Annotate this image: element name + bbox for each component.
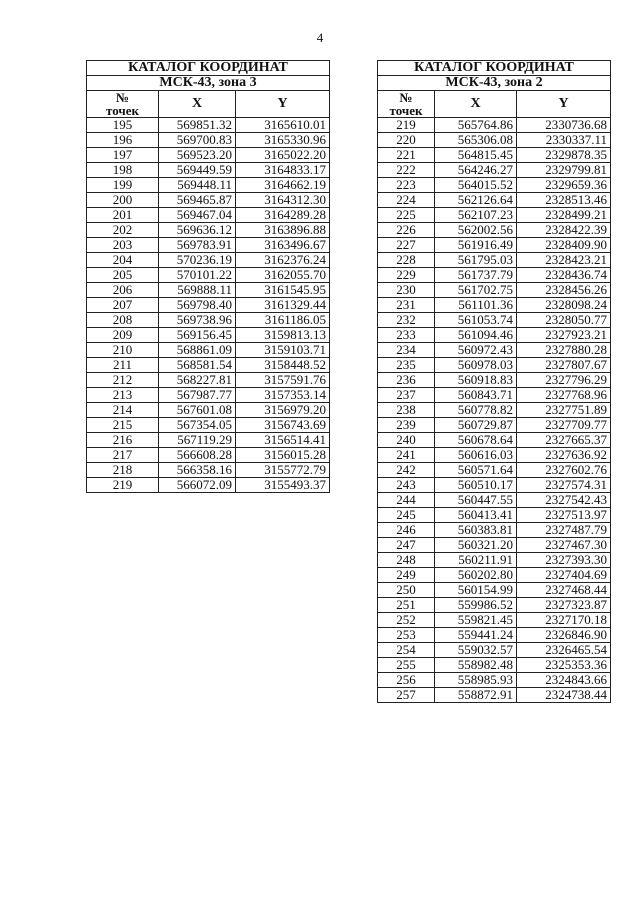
- cell-point-number: 249: [378, 568, 435, 583]
- cell-point-number: 248: [378, 553, 435, 568]
- column-header-point-number: [87, 91, 159, 118]
- column-header-x: X: [435, 91, 517, 118]
- table-row: [87, 328, 330, 343]
- cell-point-number: 257: [378, 688, 435, 703]
- cell-x: 564246.27: [435, 163, 517, 178]
- cell-y: 3157353.14: [236, 388, 330, 403]
- cell-y: 2327880.28: [517, 343, 611, 358]
- cell-point-number: 210: [87, 343, 159, 358]
- cell-point-number: 208: [87, 313, 159, 328]
- cell-point-number: 247: [378, 538, 435, 553]
- table-row: [378, 553, 611, 568]
- cell-point-number: 246: [378, 523, 435, 538]
- cell-y: 3159103.71: [236, 343, 330, 358]
- table-row: [87, 268, 330, 283]
- cell-x: 565306.08: [435, 133, 517, 148]
- cell-y: 3162376.24: [236, 253, 330, 268]
- column-header-x: X: [159, 91, 236, 118]
- cell-y: 2327170.18: [517, 613, 611, 628]
- cell-x: 560616.03: [435, 448, 517, 463]
- cell-x: 566608.28: [159, 448, 236, 463]
- cell-point-number: 256: [378, 673, 435, 688]
- cell-x: 566358.16: [159, 463, 236, 478]
- table-row: [87, 283, 330, 298]
- table-body: [87, 118, 330, 493]
- cell-x: 569449.59: [159, 163, 236, 178]
- table-row: [378, 583, 611, 598]
- cell-point-number: 211: [87, 358, 159, 373]
- cell-y: 3161545.95: [236, 283, 330, 298]
- cell-y: 3157591.76: [236, 373, 330, 388]
- cell-x: 569851.32: [159, 118, 236, 133]
- cell-y: 2327796.29: [517, 373, 611, 388]
- cell-point-number: 255: [378, 658, 435, 673]
- cell-point-number: 197: [87, 148, 159, 163]
- cell-point-number: 205: [87, 268, 159, 283]
- cell-y: 2324738.44: [517, 688, 611, 703]
- cell-point-number: 225: [378, 208, 435, 223]
- cell-x: 560202.80: [435, 568, 517, 583]
- cell-x: 560978.03: [435, 358, 517, 373]
- table-row: [87, 148, 330, 163]
- table-row: [87, 463, 330, 478]
- table-row: [87, 418, 330, 433]
- cell-y: 2328499.21: [517, 208, 611, 223]
- number-word: точек: [389, 103, 423, 118]
- cell-point-number: 235: [378, 358, 435, 373]
- cell-x: 561053.74: [435, 313, 517, 328]
- cell-y: 3165330.96: [236, 133, 330, 148]
- cell-x: 568581.54: [159, 358, 236, 373]
- cell-point-number: 206: [87, 283, 159, 298]
- cell-x: 561737.79: [435, 268, 517, 283]
- table-row: [378, 568, 611, 583]
- cell-point-number: 242: [378, 463, 435, 478]
- table-row: [378, 598, 611, 613]
- cell-x: 570101.22: [159, 268, 236, 283]
- cell-point-number: 218: [87, 463, 159, 478]
- cell-point-number: 219: [87, 478, 159, 493]
- table-row: [378, 298, 611, 313]
- cell-x: 569636.12: [159, 223, 236, 238]
- cell-x: 567601.08: [159, 403, 236, 418]
- table-row: [87, 433, 330, 448]
- cell-point-number: 222: [378, 163, 435, 178]
- cell-point-number: 241: [378, 448, 435, 463]
- table-row: [378, 283, 611, 298]
- table-row: [378, 688, 611, 703]
- table-row: [378, 193, 611, 208]
- cell-x: 558872.91: [435, 688, 517, 703]
- cell-point-number: 239: [378, 418, 435, 433]
- table-row: [378, 463, 611, 478]
- cell-y: 2327768.96: [517, 388, 611, 403]
- cell-point-number: 228: [378, 253, 435, 268]
- table-row: [87, 193, 330, 208]
- cell-point-number: 226: [378, 223, 435, 238]
- table-row: [378, 343, 611, 358]
- table-row: [378, 613, 611, 628]
- cell-point-number: 212: [87, 373, 159, 388]
- table-row: [87, 403, 330, 418]
- column-header-y: Y: [236, 91, 330, 118]
- table-row: [87, 118, 330, 133]
- cell-point-number: 214: [87, 403, 159, 418]
- table-row: [87, 373, 330, 388]
- cell-point-number: 244: [378, 493, 435, 508]
- cell-y: 3162055.70: [236, 268, 330, 283]
- table-row: [378, 418, 611, 433]
- cell-point-number: 203: [87, 238, 159, 253]
- cell-point-number: 234: [378, 343, 435, 358]
- catalog-title: КАТАЛОГ КООРДИНАТ: [87, 61, 330, 76]
- cell-y: 2330736.68: [517, 118, 611, 133]
- cell-y: 3164662.19: [236, 178, 330, 193]
- cell-point-number: 202: [87, 223, 159, 238]
- cell-y: 3163896.88: [236, 223, 330, 238]
- cell-y: 2328456.26: [517, 283, 611, 298]
- table-row: [87, 208, 330, 223]
- cell-point-number: 207: [87, 298, 159, 313]
- cell-y: 2327636.92: [517, 448, 611, 463]
- cell-x: 569700.83: [159, 133, 236, 148]
- cell-x: 565764.86: [435, 118, 517, 133]
- cell-y: 3159813.13: [236, 328, 330, 343]
- cell-point-number: 221: [378, 148, 435, 163]
- number-word: точек: [106, 103, 139, 118]
- cell-y: 3158448.52: [236, 358, 330, 373]
- table-row: [87, 223, 330, 238]
- cell-x: 562126.64: [435, 193, 517, 208]
- cell-point-number: 213: [87, 388, 159, 403]
- table-row: [378, 658, 611, 673]
- table-row: [378, 133, 611, 148]
- cell-x: 566072.09: [159, 478, 236, 493]
- table-row: [87, 313, 330, 328]
- cell-y: 3161186.05: [236, 313, 330, 328]
- cell-y: 2327323.87: [517, 598, 611, 613]
- cell-y: 2327602.76: [517, 463, 611, 478]
- cell-point-number: 196: [87, 133, 159, 148]
- cell-y: 2327574.31: [517, 478, 611, 493]
- cell-y: 2327807.67: [517, 358, 611, 373]
- catalog-subtitle: МСК-43, зона 2: [378, 76, 611, 91]
- cell-point-number: 198: [87, 163, 159, 178]
- cell-y: 3163496.67: [236, 238, 330, 253]
- table-row: [87, 343, 330, 358]
- cell-point-number: 217: [87, 448, 159, 463]
- cell-y: 3164833.17: [236, 163, 330, 178]
- cell-point-number: 224: [378, 193, 435, 208]
- cell-y: 3156015.28: [236, 448, 330, 463]
- cell-point-number: 251: [378, 598, 435, 613]
- table-row: [378, 538, 611, 553]
- table-row: [87, 133, 330, 148]
- cell-x: 560447.55: [435, 493, 517, 508]
- cell-x: 569448.11: [159, 178, 236, 193]
- cell-x: 567987.77: [159, 388, 236, 403]
- table-row: [378, 478, 611, 493]
- cell-y: 2327487.79: [517, 523, 611, 538]
- number-sign: №: [399, 90, 413, 105]
- cell-point-number: 209: [87, 328, 159, 343]
- cell-x: 568227.81: [159, 373, 236, 388]
- table-row: [378, 208, 611, 223]
- catalog-title: КАТАЛОГ КООРДИНАТ: [378, 61, 611, 76]
- cell-x: 558982.48: [435, 658, 517, 673]
- cell-x: 559821.45: [435, 613, 517, 628]
- coordinate-catalog-zone-2: [377, 60, 611, 703]
- cell-y: 2328098.24: [517, 298, 611, 313]
- cell-y: 3156514.41: [236, 433, 330, 448]
- cell-x: 562107.23: [435, 208, 517, 223]
- table-row: [87, 178, 330, 193]
- cell-point-number: 229: [378, 268, 435, 283]
- cell-y: 2327467.30: [517, 538, 611, 553]
- cell-point-number: 227: [378, 238, 435, 253]
- cell-x: 569783.91: [159, 238, 236, 253]
- cell-x: 560413.41: [435, 508, 517, 523]
- cell-y: 2327468.44: [517, 583, 611, 598]
- cell-x: 567119.29: [159, 433, 236, 448]
- cell-y: 2328423.21: [517, 253, 611, 268]
- cell-point-number: 238: [378, 403, 435, 418]
- cell-y: 2328050.77: [517, 313, 611, 328]
- cell-y: 2327923.21: [517, 328, 611, 343]
- cell-x: 569523.20: [159, 148, 236, 163]
- cell-x: 560778.82: [435, 403, 517, 418]
- cell-x: 562002.56: [435, 223, 517, 238]
- cell-x: 560383.81: [435, 523, 517, 538]
- cell-x: 560571.64: [435, 463, 517, 478]
- cell-y: 3156743.69: [236, 418, 330, 433]
- cell-x: 568861.09: [159, 343, 236, 358]
- cell-y: 2326846.90: [517, 628, 611, 643]
- cell-y: 3155772.79: [236, 463, 330, 478]
- table-row: [378, 268, 611, 283]
- cell-y: 2327393.30: [517, 553, 611, 568]
- table-row: [378, 238, 611, 253]
- table-row: [87, 163, 330, 178]
- cell-x: 560729.87: [435, 418, 517, 433]
- cell-x: 567354.05: [159, 418, 236, 433]
- table-row: [378, 328, 611, 343]
- table-row: [87, 298, 330, 313]
- cell-y: 3156979.20: [236, 403, 330, 418]
- cell-y: 2327513.97: [517, 508, 611, 523]
- table-row: [378, 433, 611, 448]
- table-row: [87, 238, 330, 253]
- table-row: [87, 358, 330, 373]
- cell-point-number: 201: [87, 208, 159, 223]
- cell-point-number: 219: [378, 118, 435, 133]
- table-row: [378, 493, 611, 508]
- table-row: [87, 478, 330, 493]
- cell-x: 569888.11: [159, 283, 236, 298]
- cell-x: 561916.49: [435, 238, 517, 253]
- table-row: [378, 313, 611, 328]
- cell-x: 559441.24: [435, 628, 517, 643]
- cell-y: 3161329.44: [236, 298, 330, 313]
- table-row: [378, 373, 611, 388]
- cell-point-number: 232: [378, 313, 435, 328]
- cell-point-number: 236: [378, 373, 435, 388]
- coordinate-catalog-zone-3: [86, 60, 330, 493]
- cell-y: 2325353.36: [517, 658, 611, 673]
- cell-x: 569465.87: [159, 193, 236, 208]
- cell-y: 2329659.36: [517, 178, 611, 193]
- cell-y: 2327404.69: [517, 568, 611, 583]
- cell-point-number: 237: [378, 388, 435, 403]
- cell-point-number: 252: [378, 613, 435, 628]
- table-row: [378, 253, 611, 268]
- table-row: [378, 628, 611, 643]
- cell-x: 560154.99: [435, 583, 517, 598]
- cell-point-number: 216: [87, 433, 159, 448]
- cell-point-number: 230: [378, 283, 435, 298]
- cell-y: 2328422.39: [517, 223, 611, 238]
- cell-y: 3155493.37: [236, 478, 330, 493]
- table-row: [378, 148, 611, 163]
- cell-x: 569738.96: [159, 313, 236, 328]
- table-row: [378, 388, 611, 403]
- catalog-subtitle: МСК-43, зона 3: [87, 76, 330, 91]
- cell-x: 560972.43: [435, 343, 517, 358]
- cell-x: 559986.52: [435, 598, 517, 613]
- cell-x: 561795.03: [435, 253, 517, 268]
- cell-point-number: 204: [87, 253, 159, 268]
- cell-y: 3165610.01: [236, 118, 330, 133]
- cell-point-number: 254: [378, 643, 435, 658]
- cell-point-number: 223: [378, 178, 435, 193]
- cell-point-number: 253: [378, 628, 435, 643]
- cell-y: 2326465.54: [517, 643, 611, 658]
- cell-y: 2329799.81: [517, 163, 611, 178]
- cell-point-number: 240: [378, 433, 435, 448]
- cell-x: 560918.83: [435, 373, 517, 388]
- cell-x: 569467.04: [159, 208, 236, 223]
- column-header-point-number: [378, 91, 435, 118]
- cell-y: 2327542.43: [517, 493, 611, 508]
- cell-point-number: 250: [378, 583, 435, 598]
- table-row: [87, 448, 330, 463]
- cell-point-number: 199: [87, 178, 159, 193]
- table-row: [378, 163, 611, 178]
- table-body: [378, 118, 611, 703]
- table-row: [378, 118, 611, 133]
- cell-x: 561094.46: [435, 328, 517, 343]
- cell-point-number: 233: [378, 328, 435, 343]
- cell-x: 561702.75: [435, 283, 517, 298]
- cell-x: 560843.71: [435, 388, 517, 403]
- cell-x: 559032.57: [435, 643, 517, 658]
- table-row: [378, 508, 611, 523]
- table-row: [378, 523, 611, 538]
- table-row: [378, 673, 611, 688]
- table-row: [87, 388, 330, 403]
- table-row: [378, 178, 611, 193]
- page-number: 4: [316, 30, 324, 45]
- cell-x: 560678.64: [435, 433, 517, 448]
- cell-x: 569156.45: [159, 328, 236, 343]
- cell-y: 2324843.66: [517, 673, 611, 688]
- cell-x: 558985.93: [435, 673, 517, 688]
- cell-y: 2327751.89: [517, 403, 611, 418]
- cell-y: 3164289.28: [236, 208, 330, 223]
- cell-point-number: 231: [378, 298, 435, 313]
- cell-y: 2330337.11: [517, 133, 611, 148]
- table-row: [378, 358, 611, 373]
- table-row: [378, 448, 611, 463]
- cell-x: 564015.52: [435, 178, 517, 193]
- cell-y: 2329878.35: [517, 148, 611, 163]
- cell-x: 570236.19: [159, 253, 236, 268]
- table-row: [378, 223, 611, 238]
- cell-x: 561101.36: [435, 298, 517, 313]
- cell-y: 2328409.90: [517, 238, 611, 253]
- cell-y: 2328436.74: [517, 268, 611, 283]
- cell-x: 560321.20: [435, 538, 517, 553]
- cell-point-number: 215: [87, 418, 159, 433]
- cell-point-number: 200: [87, 193, 159, 208]
- table-row: [378, 403, 611, 418]
- number-sign: №: [115, 90, 130, 105]
- cell-point-number: 243: [378, 478, 435, 493]
- cell-x: 569798.40: [159, 298, 236, 313]
- cell-y: 3164312.30: [236, 193, 330, 208]
- cell-x: 564815.45: [435, 148, 517, 163]
- table-row: [378, 643, 611, 658]
- cell-y: 2328513.46: [517, 193, 611, 208]
- cell-x: 560211.91: [435, 553, 517, 568]
- cell-point-number: 220: [378, 133, 435, 148]
- cell-y: 2327709.77: [517, 418, 611, 433]
- column-header-y: Y: [517, 91, 611, 118]
- cell-y: 3165022.20: [236, 148, 330, 163]
- cell-x: 560510.17: [435, 478, 517, 493]
- table-row: [87, 253, 330, 268]
- cell-point-number: 245: [378, 508, 435, 523]
- cell-y: 2327665.37: [517, 433, 611, 448]
- cell-point-number: 195: [87, 118, 159, 133]
